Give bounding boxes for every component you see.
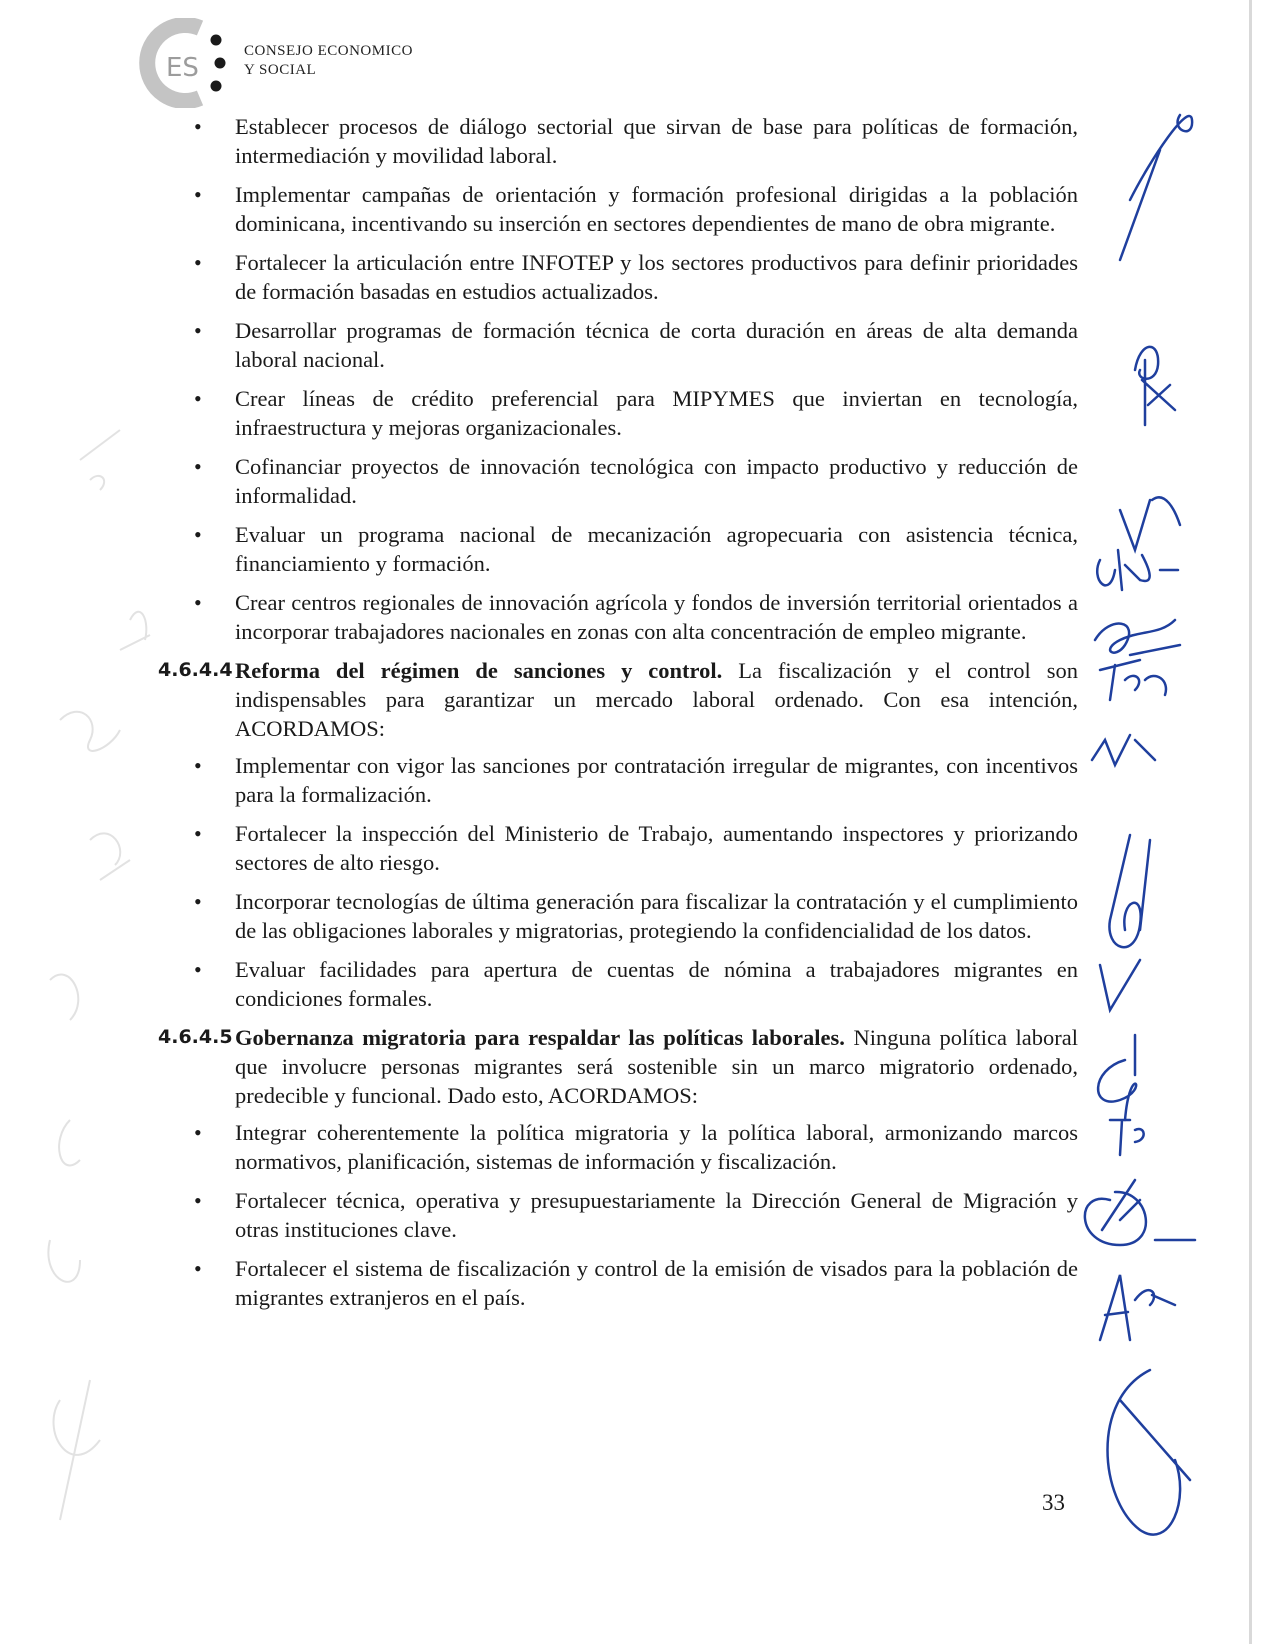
- bullet-text: Implementar campañas de orientación y formación profesional dirigidas a la población dominicana, incentivando su inserción en sectores dependientes de mano de obra migrante.: [235, 182, 1078, 236]
- bullet-icon: •: [194, 114, 202, 139]
- bullet-text: Fortalecer el sistema de fiscalización y control de la emisión de visados para la población de migrantes extranjeros en el país.: [235, 1256, 1078, 1310]
- bullet-text: Crear líneas de crédito preferencial para MIPYMES que inviertan en tecnología, infraestructura y mejoras organizacionales.: [235, 386, 1078, 440]
- page-number: 33: [1042, 1490, 1065, 1515]
- list-item: [158, 1118, 1078, 1176]
- ces-logo: [138, 18, 238, 108]
- section-text: Ninguna política laboral que involucre personas migrantes será sostenible sin un marco migratorio ordenado, predecible y funcional. Dado esto, ACORDAMOS:: [235, 1025, 1079, 1108]
- bullet-text: Crear centros regionales de innovación agrícola y fondos de inversión territorial orientados a incorporar trabajadores nacionales en zonas con alta concentración de empleo migrante.: [235, 590, 1078, 644]
- bullet-icon: •: [194, 318, 202, 343]
- bullet-text: Fortalecer técnica, operativa y presupuestariamente la Dirección General de Migración y otras instituciones clave.: [235, 1188, 1078, 1242]
- bullet-icon: •: [194, 590, 202, 615]
- list-item: [158, 180, 1078, 238]
- organization-name: [244, 42, 413, 80]
- bullet-icon: •: [194, 250, 202, 275]
- org-line-2: Y SOCIAL: [244, 62, 317, 78]
- list-item: [158, 1186, 1078, 1244]
- bullet-text: Establecer procesos de diálogo sectorial que sirvan de base para políticas de formación, intermediación y movilidad laboral.: [235, 114, 1078, 168]
- list-item: [158, 520, 1078, 578]
- list-item: [158, 955, 1078, 1013]
- section-number: 4.6.4.4: [158, 659, 233, 681]
- bullet-icon: •: [194, 1188, 202, 1213]
- bullet-icon: •: [194, 522, 202, 547]
- list-item: [158, 751, 1078, 809]
- bullet-text: Integrar coherentemente la política migratoria y la política laboral, armonizando marcos normativos, planificación, sistemas de información y fiscalización.: [235, 1120, 1078, 1174]
- bullet-text: Evaluar un programa nacional de mecanización agropecuaria con asistencia técnica, financiamiento y formación.: [235, 522, 1078, 576]
- list-item: [158, 452, 1078, 510]
- bullet-icon: •: [194, 889, 202, 914]
- list-item: [158, 384, 1078, 442]
- org-line-1: CONSEJO ECONOMICO: [244, 43, 413, 59]
- section-4-6-4-4: [158, 656, 1078, 743]
- bullet-icon: •: [194, 821, 202, 846]
- letterhead: [138, 18, 458, 108]
- list-item: [158, 1254, 1078, 1312]
- bullet-icon: •: [194, 1120, 202, 1145]
- list-item: [158, 112, 1078, 170]
- logo-text: ES: [166, 53, 199, 83]
- section-heading: Reforma del régimen de sanciones y control.: [235, 658, 723, 683]
- list-item: [158, 887, 1078, 945]
- bullet-text: Fortalecer la inspección del Ministerio de Trabajo, aumentando inspectores y priorizando sectores de alto riesgo.: [235, 821, 1078, 875]
- faint-margin-marks: [20, 420, 170, 1550]
- bullet-icon: •: [194, 1256, 202, 1281]
- signature-initials: [1080, 80, 1250, 1560]
- bullet-text: Incorporar tecnologías de última generación para fiscalizar la contratación y el cumplimiento de las obligaciones laborales y migratorias, protegiendo la confidencialidad de los datos.: [235, 889, 1078, 943]
- bullet-icon: •: [194, 454, 202, 479]
- list-item: [158, 588, 1078, 646]
- section-4-6-4-5: [158, 1023, 1078, 1110]
- bullet-text: Fortalecer la articulación entre INFOTEP y los sectores productivos para definir prioridades de formación basadas en estudios actualizados.: [235, 250, 1078, 304]
- section-number: 4.6.4.5: [158, 1026, 233, 1048]
- bullet-icon: •: [194, 957, 202, 982]
- section-text: La fiscalización y el control son indispensables para garantizar un mercado laboral ordenado. Con esa intención, ACORDAMOS:: [235, 658, 1078, 741]
- bullet-text: Desarrollar programas de formación técnica de corta duración en áreas de alta demanda laboral nacional.: [235, 318, 1078, 372]
- bullet-icon: •: [194, 386, 202, 411]
- bullet-text: Cofinanciar proyectos de innovación tecnológica con impacto productivo y reducción de informalidad.: [235, 454, 1078, 508]
- bullet-text: Evaluar facilidades para apertura de cuentas de nómina a trabajadores migrantes en condiciones formales.: [235, 957, 1078, 1011]
- bullet-icon: •: [194, 182, 202, 207]
- main-content: [158, 112, 1078, 1322]
- list-item: [158, 248, 1078, 306]
- bullet-text: Implementar con vigor las sanciones por contratación irregular de migrantes, con incentivos para la formalización.: [235, 753, 1078, 807]
- list-item: [158, 316, 1078, 374]
- bullet-icon: •: [194, 753, 202, 778]
- list-item: [158, 819, 1078, 877]
- section-heading: Gobernanza migratoria para respaldar las políticas laborales.: [235, 1025, 845, 1050]
